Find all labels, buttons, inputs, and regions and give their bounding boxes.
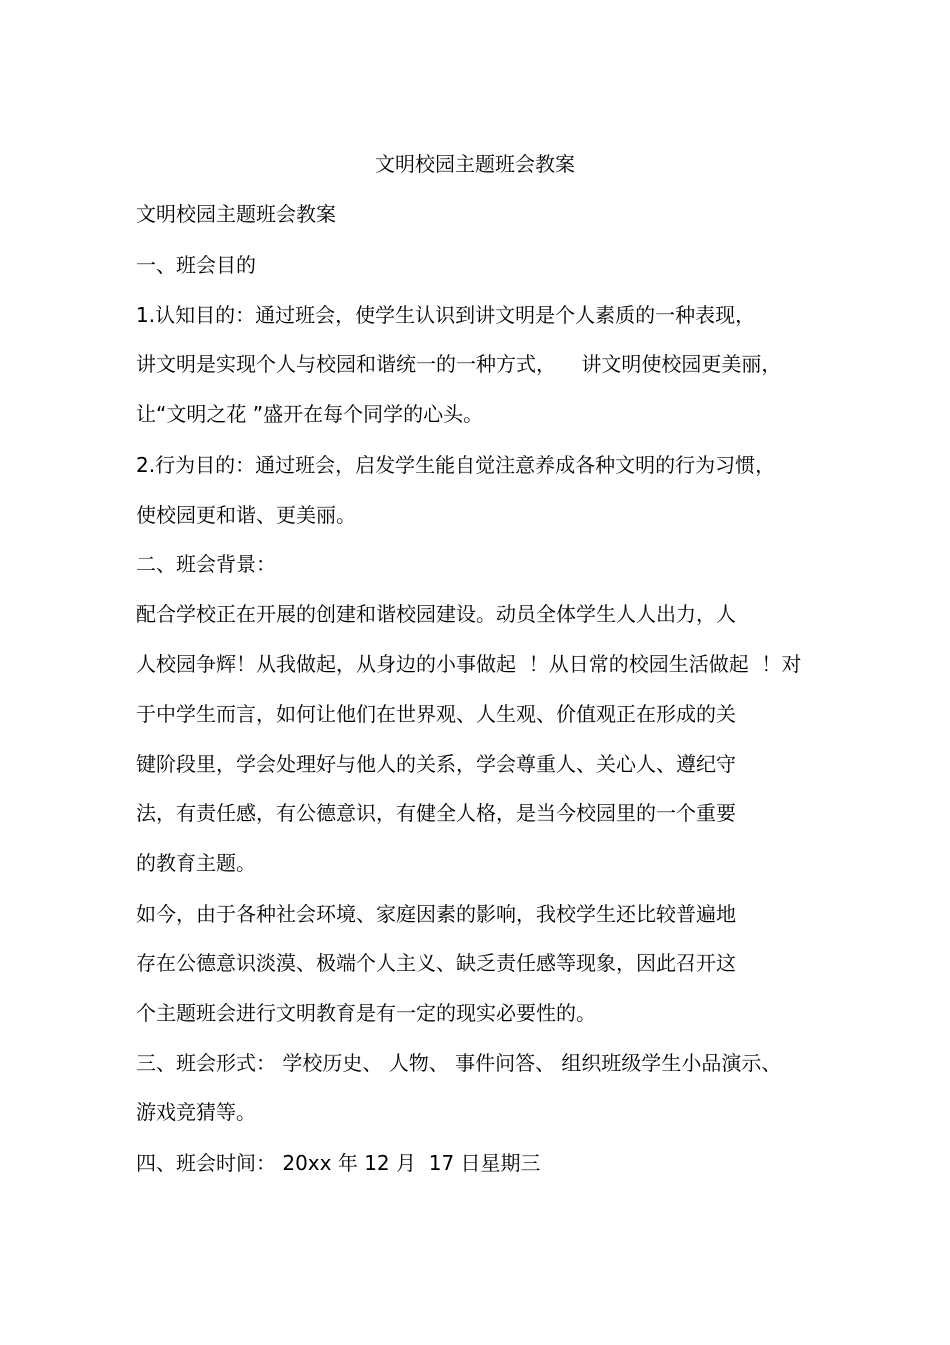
document-title: 文明校园主题班会教案 <box>375 152 575 176</box>
section-heading-3: 三、班会形式： 学校历史、 人物、 事件问答、 组织班级学生小品演示、 <box>136 1051 782 1075</box>
body-line: 让“文明之花 ”盛开在每个同学的心头。 <box>136 402 484 426</box>
body-line: 的教育主题。 <box>136 851 256 875</box>
body-line: 2.行为目的：通过班会，启发学生能自觉注意养成各种文明的行为习惯， <box>136 453 776 477</box>
body-line: 游戏竞猜等。 <box>136 1100 256 1124</box>
body-line: 讲文明是实现个人与校园和谐统一的一种方式， 讲文明使校园更美丽， <box>136 352 782 376</box>
section-heading-4: 四、班会时间： 20xx 年 12 月 17 日星期三 <box>136 1151 541 1175</box>
subtitle-line: 文明校园主题班会教案 <box>136 202 336 226</box>
body-line: 键阶段里，学会处理好与他人的关系，学会尊重人、关心人、遵纪守 <box>136 752 736 776</box>
body-line: 人校园争辉！从我做起，从身边的小事做起 ！从日常的校园生活做起 ！对 <box>136 652 802 676</box>
body-line: 存在公德意识淡漠、极端个人主义、缺乏责任感等现象，因此召开这 <box>136 951 736 975</box>
section-heading-2: 二、班会背景： <box>136 552 276 576</box>
body-line: 如今，由于各种社会环境、家庭因素的影响，我校学生还比较普遍地 <box>136 902 736 926</box>
body-line: 个主题班会进行文明教育是有一定的现实必要性的。 <box>136 1001 596 1025</box>
body-line: 1.认知目的：通过班会，使学生认识到讲文明是个人素质的一种表现， <box>136 303 756 327</box>
section-heading-1: 一、班会目的 <box>136 253 256 277</box>
body-line: 使校园更和谐、更美丽。 <box>136 503 356 527</box>
body-line: 法，有责任感，有公德意识，有健全人格，是当今校园里的一个重要 <box>136 801 736 825</box>
body-line: 配合学校正在开展的创建和谐校园建设。动员全体学生人人出力，人 <box>136 602 736 626</box>
body-line: 于中学生而言，如何让他们在世界观、人生观、价值观正在形成的关 <box>136 702 736 726</box>
